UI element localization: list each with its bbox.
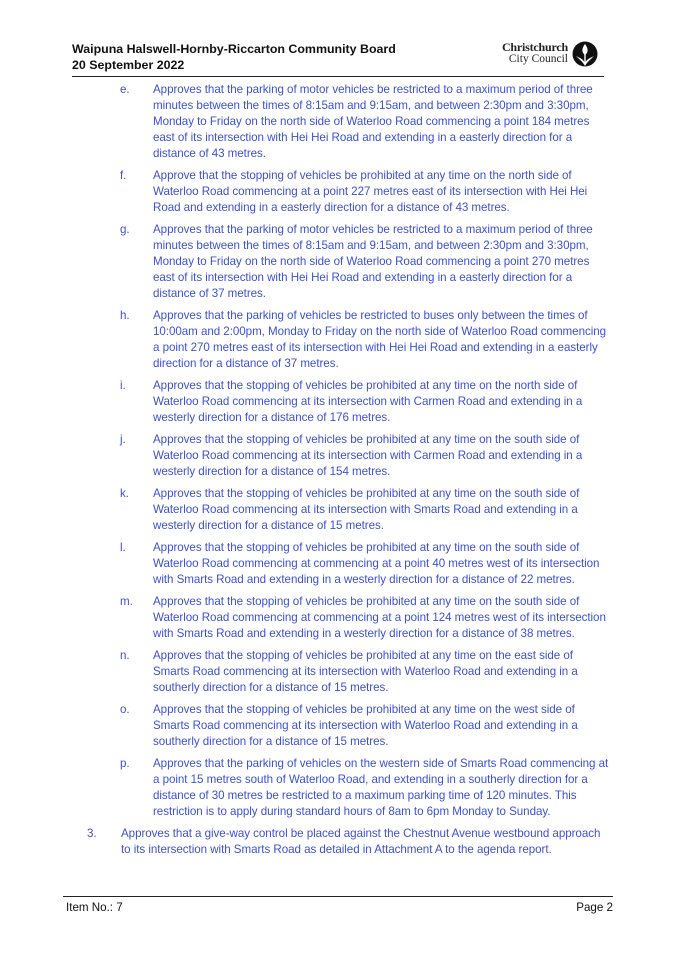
item-label: i. (120, 379, 126, 392)
list-item (72, 702, 612, 750)
list-item (72, 756, 612, 820)
council-logo (492, 41, 604, 69)
logo-line2: City Council (508, 53, 568, 65)
list-item (72, 82, 612, 162)
item-text: Approves that the parking of motor vehicles be restricted to a maximum period of three minutes between the times of 8:15am and 9:15am, and between 2:30pm and 3:30pm, Monday to Friday on the north side of Waterloo Road commencing a point 184 metres east of its intersection with Hei Hei Road and extending in a easterly direction for a distance of 43 metres. (153, 83, 593, 160)
list-item (72, 648, 612, 696)
item-text: Approve that the stopping of vehicles be prohibited at any time on the north side of Waterloo Road commencing at a point 227 metres east of its intersection with Hei Hei Road and extending in a easterly direction for a distance of 43 metres. (153, 169, 588, 214)
item-label: f. (120, 169, 127, 182)
list-item (72, 486, 612, 534)
item-label: p. (120, 757, 130, 770)
item-text: Approves that the stopping of vehicles be prohibited at any time on the east side of Smarts Road commencing at its intersection with Waterloo Road and extending in a southerly direction for a distance of 15 metres. (153, 649, 578, 694)
list-item (72, 432, 612, 480)
item-text: Approves that the stopping of vehicles be prohibited at any time on the south side of Waterloo Road commencing at commencing at a point 124 metres west of its intersection with Smarts Road and extending in a westerly direction for a distance of 38 metres. (153, 595, 606, 640)
list-item (72, 540, 612, 588)
header-rule (72, 76, 604, 77)
item-text: Approves that the parking of vehicles on the western side of Smarts Road commencing at a point 15 metres south of Waterloo Road, and extending in a southerly direction for a distance of 30 metres be restricted to a maximum parking time of 120 minutes. This restriction is to apply during standard hours of 8am to 6pm Monday to Sunday. (153, 757, 609, 818)
item-text: Approves that the parking of motor vehicles be restricted to a maximum period of three minutes between the times of 8:15am and 9:15am, and between 2:30pm and 3:30pm, Monday to Friday on the north side of Waterloo Road commencing a point 270 metres east of its intersection with Hei Hei Road and extending in a easterly direction for a distance of 37 metres. (153, 223, 593, 300)
list-item (72, 222, 612, 302)
list-item (72, 168, 612, 216)
resolution-list (72, 82, 612, 858)
item-text: Approves that the stopping of vehicles be prohibited at any time on the south side of Waterloo Road commencing at commencing at a point 40 metres west of its intersection with Smarts Road and extending in a westerly direction for a distance of 22 metres. (153, 541, 600, 586)
item-label: j. (120, 433, 126, 446)
item-text: Approves that a give-way control be placed against the Chestnut Avenue westbound approach to its intersection with Smarts Road as detailed in Attachment A to the agenda report. (121, 827, 601, 856)
item-label: l. (120, 541, 126, 554)
page-number: Page 2 (576, 901, 613, 914)
logo-text (492, 41, 568, 65)
footer-rule (63, 896, 613, 897)
list-item (72, 308, 612, 372)
item-number: Item No.: 7 (66, 901, 123, 914)
item-text: Approves that the stopping of vehicles be prohibited at any time on the south side of Waterloo Road commencing at its intersection with Smarts Road and extending in a westerly direction for a distance of 15 metres. (153, 487, 580, 532)
item-label: n. (120, 649, 130, 662)
item-label: g. (120, 223, 130, 236)
item-text: Approves that the stopping of vehicles be prohibited at any time on the north side of Waterloo Road commencing at its intersection with Carmen Road and extending in a westerly direction for a distance of 176 metres. (153, 379, 583, 424)
item-label: e. (120, 83, 130, 96)
meeting-date: 20 September 2022 (72, 58, 185, 72)
board-title: Waipuna Halswell-Hornby-Riccarton Community Board (72, 42, 396, 56)
item-text: Approves that the stopping of vehicles be prohibited at any time on the south side of Waterloo Road commencing at its intersection with Carmen Road and extending in a westerly direction for a distance of 154 metres. (153, 433, 583, 478)
item-label: h. (120, 309, 130, 322)
item-text: Approves that the parking of vehicles be restricted to buses only between the times of 10:00am and 2:00pm, Monday to Friday on the north side of Waterloo Road commencing a point 270 metres east of its intersection with Hei Hei Road and extending in a easterly direction for a distance of 37 metres. (153, 309, 607, 370)
list-item (72, 594, 612, 642)
item-label: m. (120, 595, 133, 608)
christchurch-logo-icon (572, 41, 598, 67)
item-label: k. (120, 487, 129, 500)
resolution-item-3 (72, 826, 612, 858)
item-label: o. (120, 703, 130, 716)
logo-line1: Christchurch (501, 40, 568, 54)
page-header (72, 41, 604, 73)
item-text: Approves that the stopping of vehicles be prohibited at any time on the west side of Smarts Road commencing at its intersection with Waterloo Road and extending in a southerly direction for a distance of 15 metres. (153, 703, 578, 748)
list-item (72, 378, 612, 426)
item-label: 3. (87, 827, 97, 840)
